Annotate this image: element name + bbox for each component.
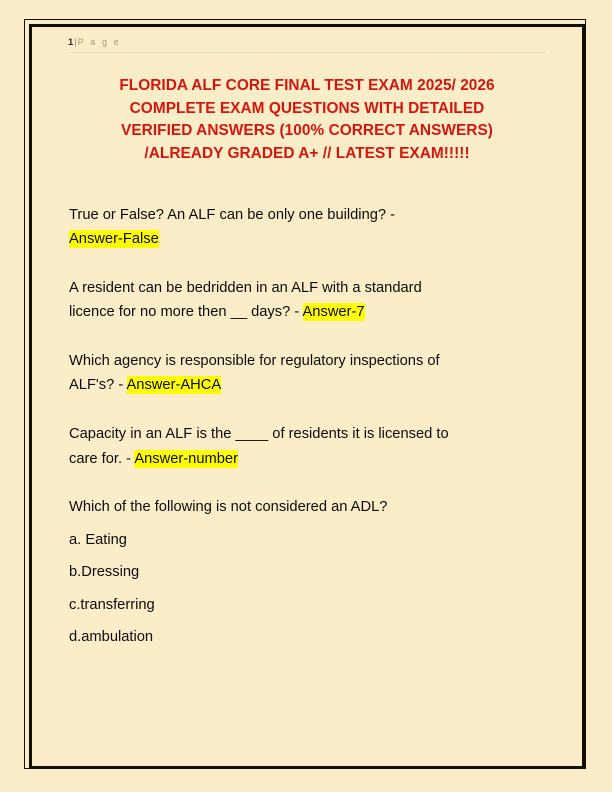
header-divider <box>68 52 546 53</box>
header-page-number: 1 <box>68 37 74 48</box>
choice-option-d: d.ambulation <box>69 629 154 646</box>
choice-option-b: b.Dressing <box>69 564 140 581</box>
choice-option-c: c.transferring <box>69 596 155 613</box>
question-block <box>69 422 547 471</box>
document-title <box>72 75 542 165</box>
choice-option-a: a. Eating <box>69 531 127 548</box>
question-text-cont: licence for no more then __ days? - <box>69 304 303 321</box>
question-block <box>69 276 547 325</box>
page-header <box>68 36 546 58</box>
title-line-4: /ALREADY GRADED A+ // LATEST EXAM!!!!! <box>144 144 470 162</box>
answer-highlight: Answer-7 <box>302 304 365 321</box>
question-text: Capacity in an ALF is the ____ of residents it is licensed to <box>69 426 449 443</box>
question-text: True or False? An ALF can be only one building? - <box>69 207 396 223</box>
answer-highlight: Answer-number <box>134 450 238 467</box>
page-header-line <box>68 36 546 49</box>
header-page-word: P a g e <box>77 37 121 47</box>
question-block <box>69 495 547 649</box>
answer-line <box>69 300 547 324</box>
question-text: Which of the following is not considered an ADL? <box>69 499 388 516</box>
question-list <box>69 203 547 650</box>
title-line-3: VERIFIED ANSWERS (100% CORRECT ANSWERS) <box>121 122 493 140</box>
answer-line <box>69 447 547 471</box>
answer-highlight: Answer-False <box>69 231 159 248</box>
answer-line <box>69 227 547 251</box>
question-block <box>69 349 547 398</box>
answer-line <box>69 373 547 397</box>
question-text: A resident can be bedridden in an ALF with a standard <box>69 280 422 297</box>
question-text-cont: ALF's? - <box>69 377 127 394</box>
question-text-cont: care for. - <box>69 450 135 467</box>
header-separator: | <box>74 37 77 48</box>
question-block <box>69 203 547 252</box>
answer-highlight: Answer-AHCA <box>126 377 222 394</box>
question-text: Which agency is responsible for regulatory inspections of <box>69 353 440 370</box>
title-line-1: FLORIDA ALF CORE FINAL TEST EXAM 2025/ 2026 <box>119 77 495 94</box>
title-line-2: COMPLETE EXAM QUESTIONS WITH DETAILED <box>129 99 485 117</box>
page-content <box>32 27 582 766</box>
